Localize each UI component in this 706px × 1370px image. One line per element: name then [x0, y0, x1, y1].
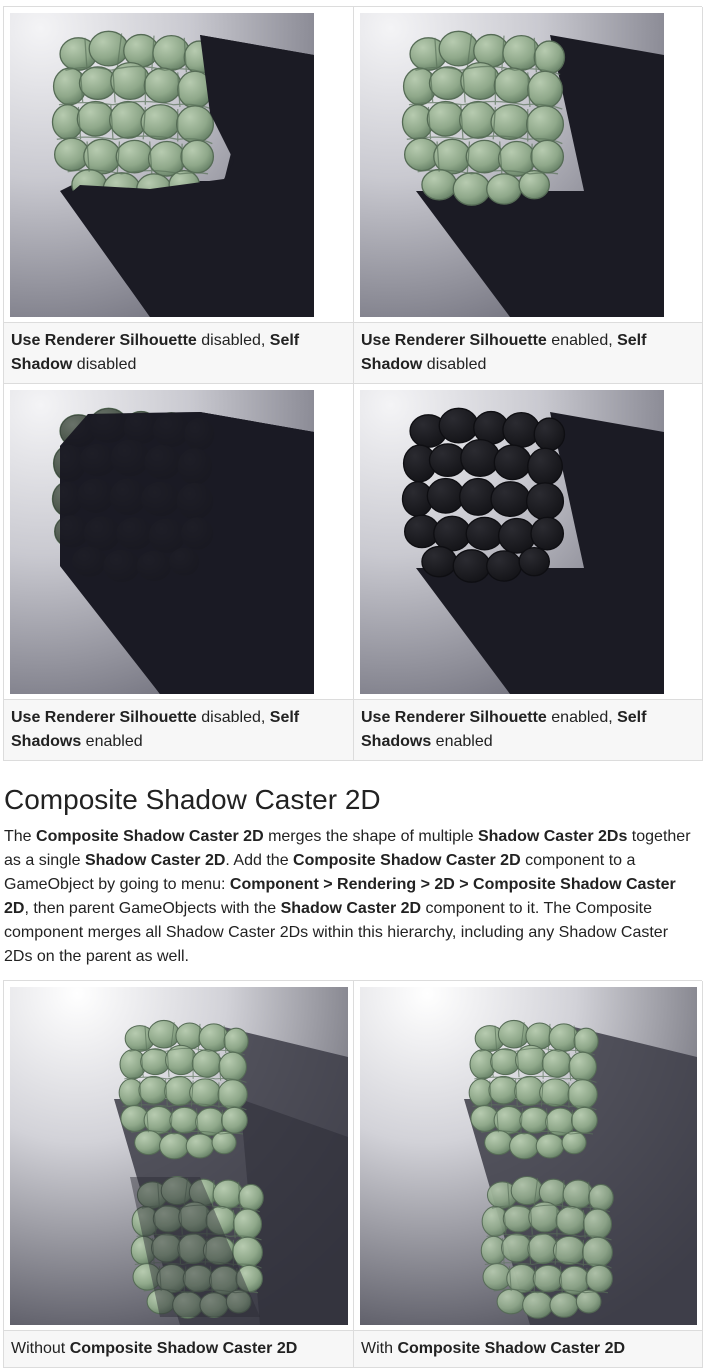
screenshot-without-composite: [10, 987, 348, 1325]
menu-path: Component > Rendering > 2D > Composite Shadow Caster 2D: [4, 876, 676, 917]
paragraph-text: merges the shape of multiple: [263, 828, 478, 845]
screenshot-silhouette-off-selfshadow-on: [10, 390, 314, 694]
composite-comparison-table: [3, 980, 702, 1368]
caption-bold: Use Renderer Silhouette: [11, 709, 197, 726]
screenshot-silhouette-off-selfshadow-off: [10, 13, 314, 317]
caption-bold: Self Shadows: [361, 709, 647, 750]
caption-cell: [354, 1331, 703, 1368]
image-cell: [354, 981, 703, 1331]
caption-text: enabled,: [546, 709, 618, 726]
caption-text: enabled: [431, 733, 493, 750]
caption-bold: Self Shadow: [361, 332, 647, 373]
section-paragraph: [4, 825, 700, 969]
paragraph-text: component to a GameObject by going to menu:: [4, 852, 636, 893]
caption-text: disabled: [72, 356, 137, 373]
image-cell: [4, 981, 354, 1331]
caption-bold: Use Renderer Silhouette: [361, 332, 547, 349]
caption-text: disabled,: [196, 709, 270, 726]
paragraph-text: The: [4, 828, 37, 845]
paragraph-bold: Composite Shadow Caster 2D: [293, 852, 521, 869]
paragraph-bold: Shadow Caster 2D: [84, 852, 226, 869]
image-cell: [4, 7, 354, 323]
image-cell: [4, 384, 354, 700]
caption-bold: Self Shadow: [11, 332, 300, 373]
paragraph-text: , then parent GameObjects with the: [24, 900, 281, 917]
caption-text: Without: [11, 1340, 70, 1357]
paragraph-text: . Add the: [225, 852, 294, 869]
paragraph-bold: Shadow Caster 2D: [280, 900, 422, 917]
silhouette-comparison-table: [3, 6, 702, 761]
caption-text: disabled,: [196, 332, 270, 349]
screenshot-silhouette-on-selfshadow-off: [360, 13, 664, 317]
caption-bold: Use Renderer Silhouette: [361, 709, 547, 726]
paragraph-text: component to it. The Composite component merges all Shadow Caster 2Ds within this hierarchy, including any Shadow Caster 2Ds on the parent as well.: [4, 900, 669, 965]
caption-cell: [4, 323, 354, 384]
screenshot-silhouette-on-selfshadow-on: [360, 390, 664, 694]
image-cell: [354, 384, 703, 700]
caption-cell: [4, 700, 354, 761]
caption-text: enabled: [81, 733, 143, 750]
caption-bold: Composite Shadow Caster 2D: [69, 1340, 298, 1357]
caption-text: enabled,: [546, 332, 618, 349]
caption-cell: [354, 700, 703, 761]
image-cell: [354, 7, 703, 323]
paragraph-bold: Shadow Caster 2Ds: [477, 828, 628, 845]
caption-text: With: [361, 1340, 398, 1357]
caption-cell: [4, 1331, 354, 1368]
caption-text: disabled: [422, 356, 487, 373]
paragraph-text: together as a single: [4, 828, 691, 869]
caption-bold: Use Renderer Silhouette: [11, 332, 197, 349]
paragraph-bold: Composite Shadow Caster 2D: [36, 828, 264, 845]
caption-cell: [354, 323, 703, 384]
screenshot-with-composite: [360, 987, 697, 1325]
caption-bold: Self Shadows: [11, 709, 300, 750]
section-heading: Composite Shadow Caster 2D: [4, 784, 381, 815]
caption-bold: Composite Shadow Caster 2D: [397, 1340, 626, 1357]
